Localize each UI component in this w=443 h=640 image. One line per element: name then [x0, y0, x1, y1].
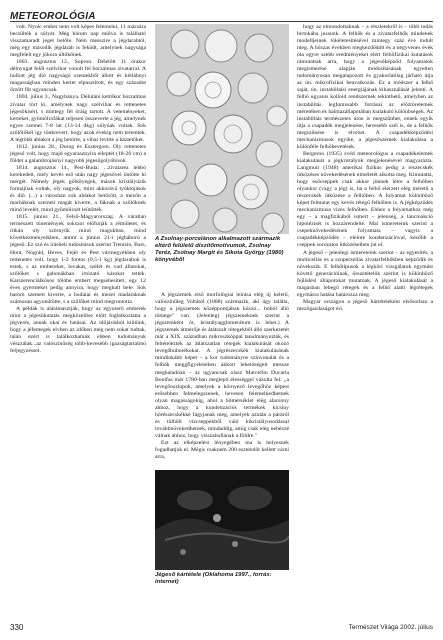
section-title: METEOROLÓGIA	[10, 11, 96, 22]
journal-name: Természet Világa 2002. július	[348, 624, 433, 631]
paragraph: 1803. augusztus 12., Sopron. Délelőtt 11 órakor délnyugat felől szélvihar vonult fel borzalmas zivatarral. A hullott jég dió nagyságú szemekből állott és kétlábnyi magasságban minden kertet elpusztított, és egy századot őrzött fűt ugyancsak.	[10, 59, 146, 94]
paragraph: hogy az elmondottaknak – a részletekről is – több tudás birtokába jussunk. A felhők és a zivatarfelhők mindenek modelljeinek tökéletesítésével mintegy száz éve indult meg. A húszas években megkezdődött és a negyvenes évek óta egyre szebb eredményeket elért felhőfizikai kutatások rámutattak arra, hogy a jégesőképződ folyamatok megismerése alapján módosításának egyetlen tudományosan megalapozott és gyakorlatilag járható útja az ún. mikrofizikai beavatkozás. Ez a módszer a felhő saját, ún. instabilitási energiájának kihasználását jelenti. A felhő ugyanis kolloid rendszernek tekinthető, amelyben az instabilitás legfontosabb forrásai az előztörelemek méretében és halmazállapotában kialakuló különbségek. Az instabilitás természetes úton is megszűnhet, ennek egyik útja a csapadék megjelenése, hevesebb szél is, de a felhők megszűnése is elvezet. A csapadékképződési mechanizmusok egyike, a jégesőszemek kialakulása a különféle felhőbevetések.	[297, 24, 433, 150]
hail-damage-figure	[155, 470, 289, 570]
porcelain-hail-image	[155, 24, 289, 234]
paragraph: A jégeső – jelenlegi ismereteink szerint – az egyesítés, a multicellás és a szuperzellás zivatarfelhőkben képződik és növekszik. E felhőtípusok a légköri vizsgálatok egymást követő generációinak, összetételük szerint is különböző fejlődési állapotokat mutatnak. A jégeső kialakulását a magasban lebegő rétegek és a felhő alatti légrétegek egymásra hatása határozza meg.	[297, 249, 433, 298]
paragraph: Ezt az elképzelést lényegében ma is helyesnek fogadhatjuk el. Mégis csaknem 200 esztendőt kellett várni arra,	[155, 439, 289, 461]
running-header	[10, 6, 433, 20]
paragraph: 1814. augusztus 14., Pest-Buda: ...zivatarea lebbó kerekedett, mely kevés eső után nagy jégesővel öntötte ki mérgét. Némely jégek göbölyegek, mások kristályüzik formájúak voltak, oly nagyok, mint akkorává tyúktojások és dió. (...) a városban sok ablakot betörött, a mezőn a marháknak szemeit magát kiverte, a fáknak a szőlőknek mind levelét, mind gyümölcsét leütötték.	[10, 164, 146, 214]
paragraph: volt. Nyolc ember nem volt képes felemelni, 11 mázsára becsülték a súlyát. Még három nap múlva is található visszamaradt jeget belőle. Nem messzire a jégdarabtól, még egy második jégdarab is feküdt, amelynek nagysága megfelelt egy jókora ültőkőnek.	[10, 24, 146, 59]
header-rule	[10, 21, 433, 22]
paragraph: A jégszemek első morfológiai leírása elég új keletű, valószínűleg Voltától (1808) származik, aki úgy találta, hogy a jégszemek középpontjában kúszó... hóból álló tömege" van. (Jelenleg) jégszemeknek szerint a jégszemként ór, kristályagglomerátum is lehet.) A jégszemek átmérője és átátszalt rétegekből álló szerkezetét már a XIX. században mikroszkóppal tanulmányozták, és feltételezték az átlátszatlan rétegek kialakulását okozó levegőbuborékokat. A jégrészecskék kialakulásának mindinkább képet – a kor tudományos színvonalát és a felhők meggfigyelésében akkori lehetőségeit messze meghaladóan – az ugyancsak olasz Marcellin Ducarla Bonifas már 1780-ban meglepő élességgel vázolta fel: ,,a levegőoszlopok, amelyek a környező levegőhöz képest erősebben felmelegszenek, hevesen felemelkedhetnek olyan magasságokig, ahol a hőmérséklet elég alacsony ahhoz, hogy a kondenzációs termékek kicsiny hórészecskékké fagyjanak meg, amelyek azután a páráról és túlhűlt vízcseppekből való kikristályosodással továbbnövekedhetnek, mindaddig, amíg csak elég nehézzé válnak ahhoz, hogy visszahullanak a földre."	[155, 292, 289, 439]
paragraph: 1812. június 28., Dorog és Esztergom. Oly rettenetes jégeső volt, hogy majd egyarasznyira elleptét (18-20 cm) a főldet a galambtojásnyi nagyobb jégesőgolyóbisok.	[10, 143, 146, 164]
figure-caption: A Zsolnay-porcelánon alkalmazott származik eltérő felületű díszítőmotívumok, Zsolnay Teréz, Zsolnay Margit és Sikota György (1980) könyvéből	[155, 236, 284, 263]
porcelain-hail-figure	[155, 24, 289, 234]
page-number: 330	[10, 623, 24, 632]
text-column-middle	[155, 292, 289, 468]
text-column-left	[10, 24, 146, 619]
paragraph: Bergeron (1935) svéd meteorológus a csapadékelemek kialakulását a jégkristályok megjelenésével magyarázta. Langmuir (1948) amerikai fizikus pedig a részecskék ütközéses növekedésének elméletét alkotta meg. Kimutatta, hogy esőcseppek csak akkor jönnek létre a felhőben olyankor (vagy a jég) is, ha a felhő elérzett elég méretű a részecskék ütközése a felhőben. A folyamat különböző képet felmutat egy kevés rétegű felhőben is. A jégképződés mechanizmusa vizes felhőben. Ehhez a folyamathoz még egy – a magfizikából ismert – jelenség, a láncreakció hipotézisét is hozzárendelte. Mai ismereteink szerint a csepeknövekedésének folyamata – vagyis a csapadékképződés – eleinte kondenzációval, később a cseppek sorozatos ütközéseiben jut el.	[297, 150, 433, 249]
text-column-right	[297, 24, 433, 620]
paragraph: Magyar országon a jégeső kártételeként elsősorban a mezőgazdaságot éri.	[297, 298, 433, 312]
figure-caption: Jégeső kártétele (Oklahoma 1997., forrás: internet)	[155, 572, 272, 585]
paragraph: 1804. július 3., Nagybánya. Délutáni kettőkor borzalmas zivatar tört ki, amelynek nagy szélvihar és rettenetes jégesőkísért, s mintegy fél óráig tartott. A veteményeket, kerteket, gyümölcsfákat teljesen összeverte a jég, amelynek egyes szemei 7-8 lat (13-14 dkg) súlyúak voltak. Sok szőlőtőkét így tönkrevert, hogy azok évekig nem teremtek. A legtöbb ablakot a jég betörte, a vihar levitte a háztetőket.	[10, 94, 146, 143]
hail-damage-photo	[155, 470, 289, 570]
paragraph: 1815. június 21., Felső-Magyarország. A váratlan természeti tünemények sokszor előfutják a rémületet, és ritkán oly szörnyűk mind magukban, mind következményeikben, amint a június 21-i jégháború a jégeső. Ez szó és írásbeli tudósítások szerint Trentsin, Bars, Hont, Nógrád, Heves, Fejér és Pest vármegyékben oly rettenetes volt, hogy 1-2 fontos (0,5-1 kg) jégdarabok is estek, s az embereket, lovakat, szélét és vad állatokat, szőlőket s gabonákban irtózató károkat tettek. Karszerenciálkósos tőlóbe embert megsebesített, egy 12 éves gyermeket pedig annyira, hogy meghalt bele. Sok barom szemeit kiverte, a hudaiai és mezei madaraknak számosan agyonütötte, s a szőlőket mind megrontotta.	[10, 214, 146, 305]
paragraph: A példák is alátámasztják, hogy az egyszerű emberek mint a jégesőkutatás megközelítse előtt foglalkoztatta a jégverés, annak okai és hatásai. Az időjárásból kiütünk, hogy a jéfemegek elvben az időben még nem sokat tudtak, talán ezért is találkozhatunk ebben tudományuk vészzálak...az valószínűség tóbb-kevesebb igazságtartalmú feljegyzéssel.	[10, 305, 146, 355]
